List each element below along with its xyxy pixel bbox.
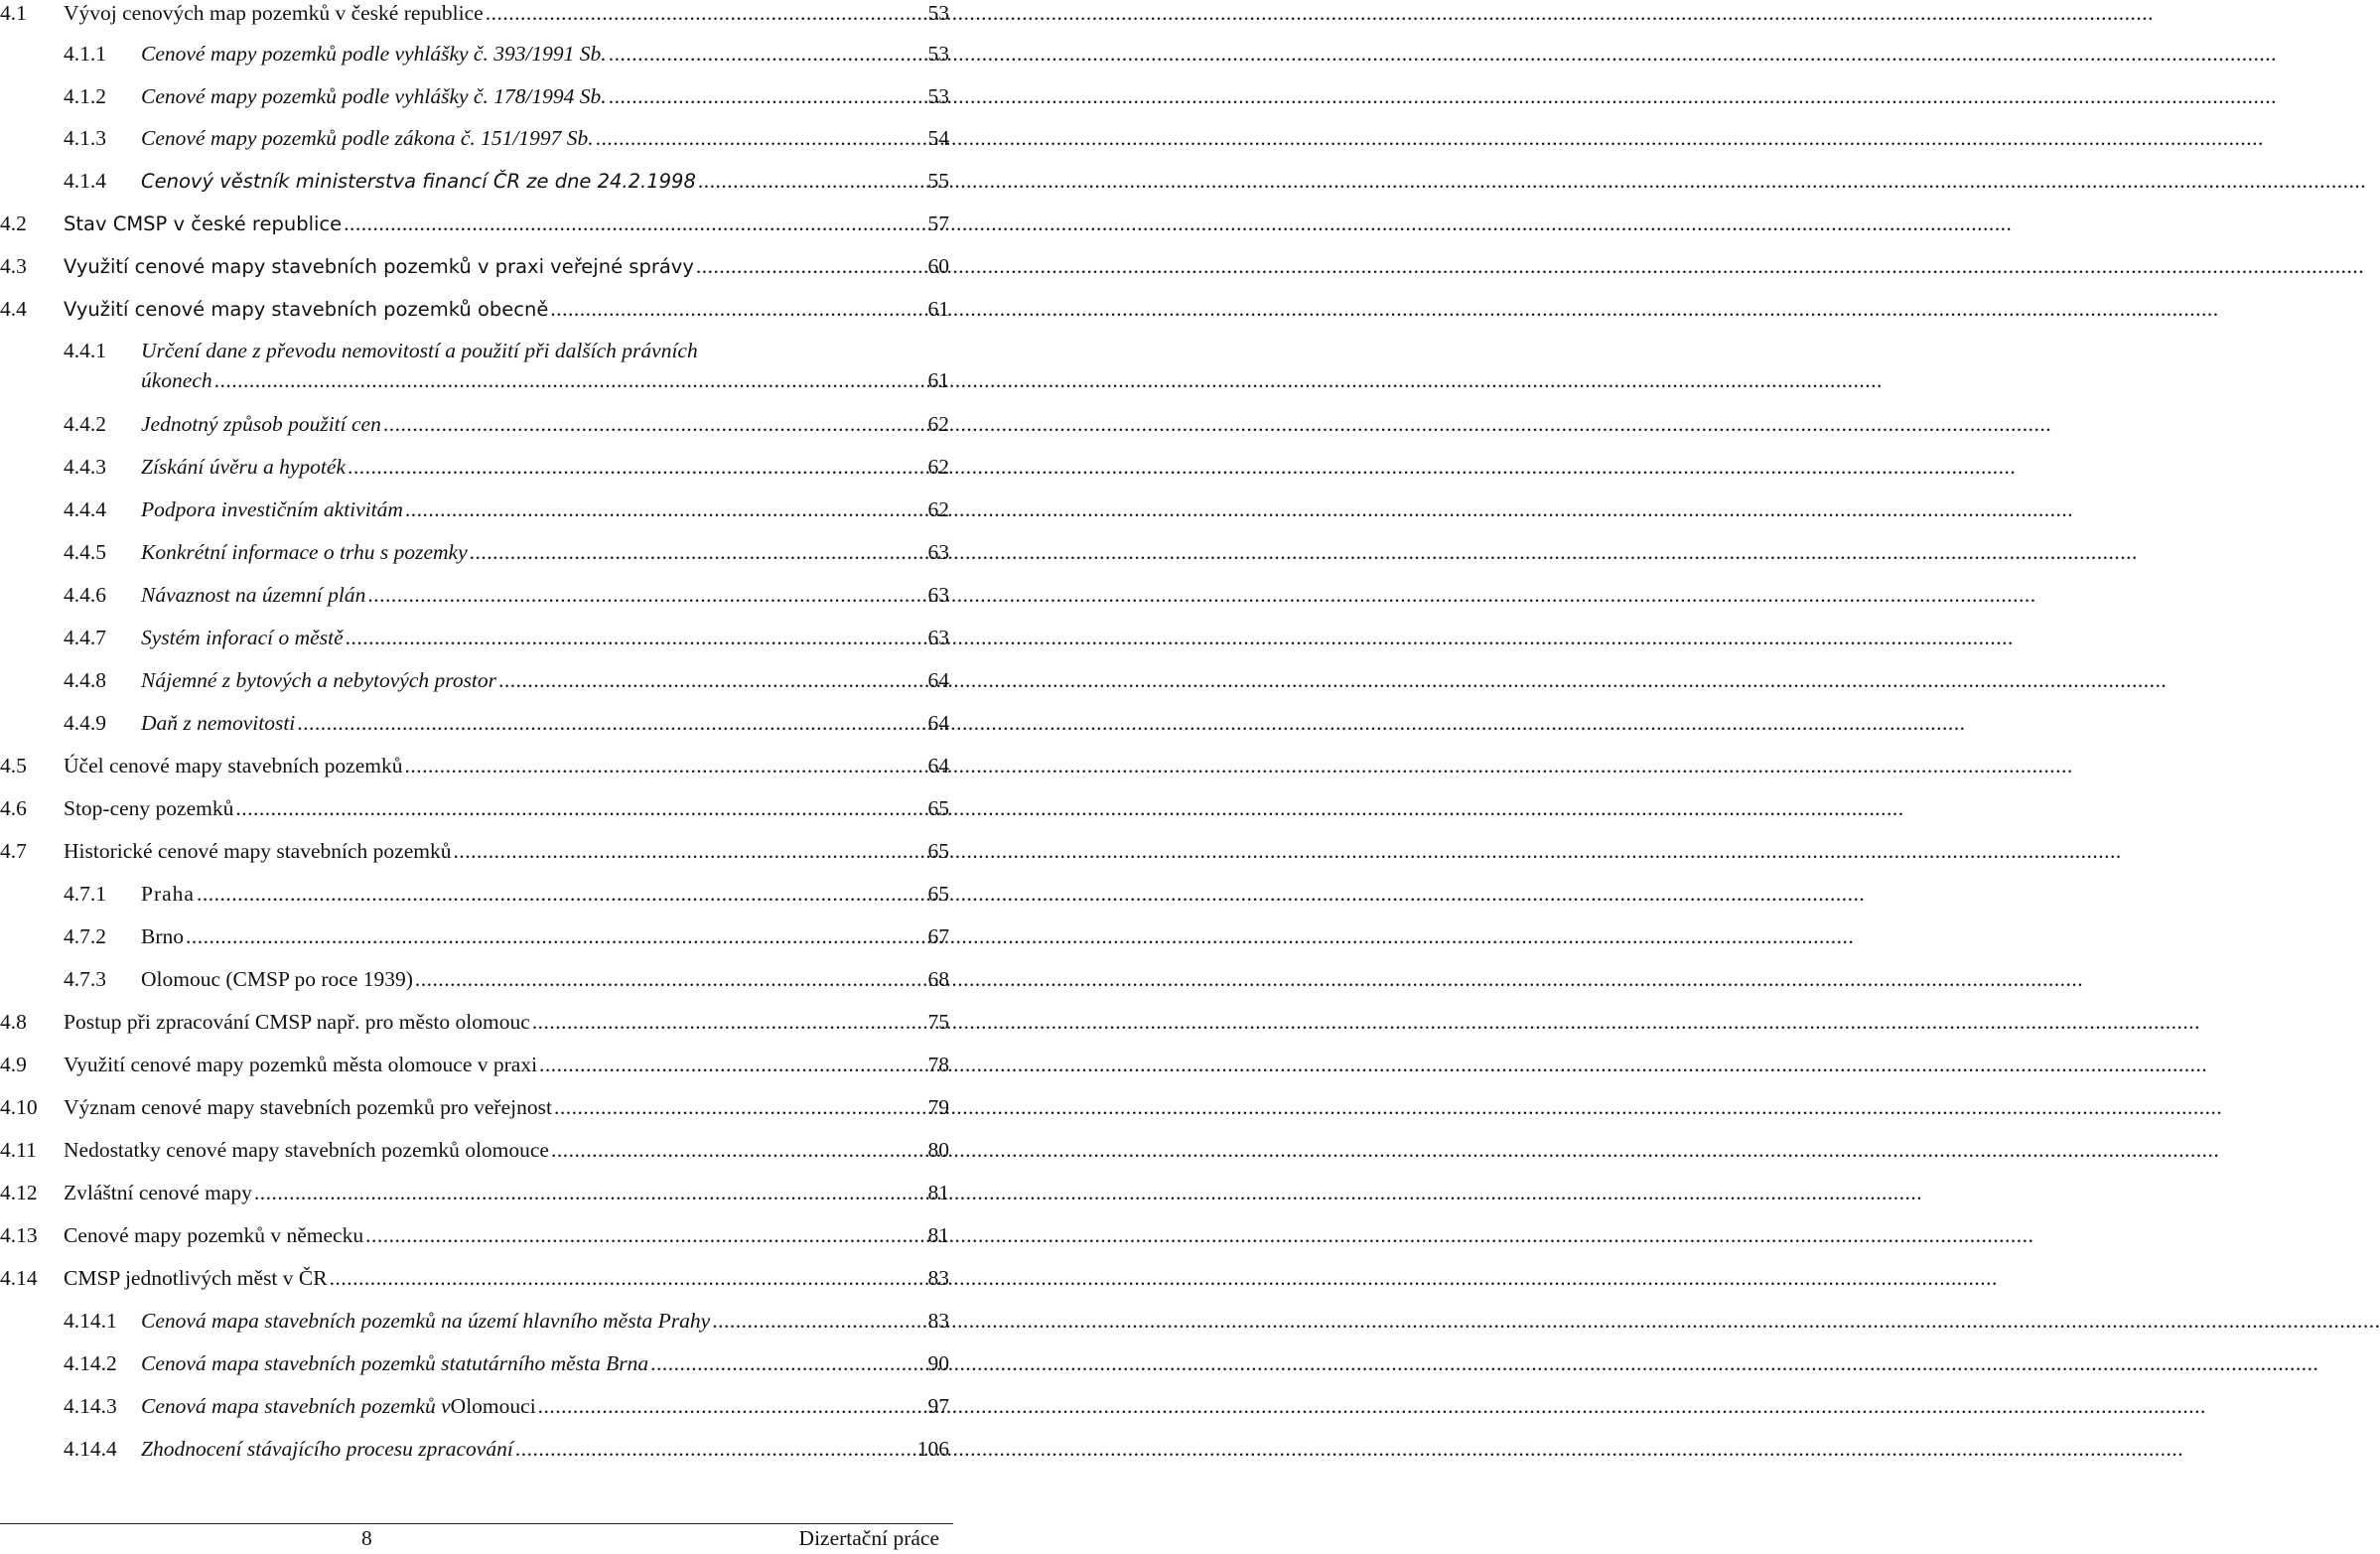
toc-leader-dots [295, 710, 925, 736]
toc-leader-dots [346, 454, 926, 480]
toc-entry-page: 63 [927, 583, 949, 607]
toc-entry-page: 57 [927, 212, 949, 235]
toc-entry-title-tail: Olomouci [450, 1394, 536, 1418]
toc-entry-title: Systém inforací o městě [141, 626, 344, 649]
toc-entry-number: 4.14.4 [64, 1437, 117, 1461]
toc-leader-dots [710, 1308, 925, 1334]
page-footer [0, 1523, 953, 1552]
toc-entry-number: 4.4.6 [64, 583, 106, 607]
toc-entry[interactable] [64, 411, 949, 437]
toc-entry-page: 62 [927, 497, 949, 521]
toc-entry-number: 4.1.2 [64, 84, 106, 108]
toc-entry-page: 79 [927, 1095, 949, 1119]
toc-entry[interactable] [0, 838, 949, 864]
toc-entry-title: Brno [141, 924, 184, 948]
toc-entry-title: Určení dane z převodu nemovitostí a použití při dalších právních [141, 339, 698, 362]
toc-entry[interactable] [0, 1137, 949, 1163]
toc-entry[interactable] [0, 1180, 949, 1205]
toc-entry-title: Cenové mapy pozemků podle zákona č. 151/1997 Sb. [141, 126, 594, 150]
toc-entry-number: 4.4 [0, 297, 27, 321]
toc-entry-title: Cenové mapy pozemků v německu [64, 1223, 364, 1247]
toc-entry-number: 4.7.1 [64, 882, 106, 906]
toc-leader-dots [549, 1137, 926, 1163]
toc-entry-page: 81 [927, 1223, 949, 1247]
toc-leader-dots [184, 923, 926, 949]
toc-entry-number: 4.4.3 [64, 455, 106, 479]
toc-leader-dots [363, 1222, 925, 1248]
toc-leader-dots [344, 625, 926, 650]
toc-entry-page: 53 [927, 42, 949, 66]
toc-entry-number: 4.4.1 [64, 339, 106, 362]
toc-entry-number: 4.4.9 [64, 711, 106, 735]
toc-leader-dots [513, 1436, 915, 1462]
toc-entry-number: 4.7 [0, 839, 27, 863]
toc-entry-page: 55 [927, 169, 949, 193]
toc-entry[interactable] [64, 710, 949, 736]
toc-entry[interactable] [0, 1009, 949, 1035]
toc-entry-number: 4.4.2 [64, 412, 106, 436]
toc-entry-page: 63 [927, 540, 949, 564]
toc-entry-title: Stav CMSP v české republice [64, 212, 343, 235]
toc-entry-title: Využití cenové mapy pozemků města olomouce v praxi [64, 1053, 538, 1076]
toc-leader-dots [212, 367, 926, 393]
toc-leader-dots [648, 1350, 925, 1376]
toc-entry[interactable] [64, 338, 949, 393]
toc-entry-number: 4.6 [0, 796, 27, 820]
toc-entry[interactable] [64, 168, 949, 195]
toc-entry-number: 4.1.3 [64, 126, 106, 150]
toc-entry-title: Vývoj cenových map pozemků v české republice [64, 1, 484, 25]
toc-leader-dots [537, 1052, 925, 1077]
toc-entry-number: 4.1.4 [64, 169, 106, 193]
toc-entry-number: 4.4.5 [64, 540, 106, 564]
toc-entry-page: 64 [927, 711, 949, 735]
toc-entry-page: 61 [927, 297, 949, 321]
toc-entry-number: 4.4.7 [64, 626, 106, 649]
toc-entry-number: 4.7.2 [64, 924, 106, 948]
toc-entry-number: 4.13 [0, 1223, 38, 1247]
toc-entry-title: Význam cenové mapy stavebních pozemků pro veřejnost [64, 1095, 552, 1119]
toc-entry-title: Cenová mapa stavebních pozemků na území hlavního města Prahy [141, 1309, 711, 1333]
toc-entry[interactable] [64, 496, 949, 522]
toc-entry-title: Olomouc (CMSP po roce 1939) [141, 967, 413, 991]
toc-entry-title: Získání úvěru a hypoték [141, 455, 346, 479]
toc-entry[interactable] [0, 253, 949, 280]
toc-entry-title: Cenová mapa stavebních pozemků v [141, 1394, 451, 1418]
toc-entry-title: Cenové mapy pozemků podle vyhlášky č. 393/1991 Sb. [141, 42, 607, 66]
toc-leader-dots [233, 795, 925, 821]
toc-leader-dots [413, 966, 926, 992]
toc-entry[interactable] [64, 539, 949, 565]
toc-leader-dots [696, 168, 926, 194]
toc-leader-dots [552, 1094, 926, 1120]
toc-entry[interactable] [0, 1094, 949, 1120]
toc-entry-title: Cenová mapa stavebních pozemků statutárního města Brna [141, 1351, 649, 1375]
toc-entry[interactable] [64, 454, 949, 480]
toc-leader-dots [530, 1009, 926, 1035]
toc-entry[interactable] [64, 125, 949, 151]
toc-entry-page: 80 [927, 1138, 949, 1162]
toc-leader-dots [252, 1180, 926, 1205]
toc-entry-page: 62 [927, 455, 949, 479]
toc-entry-title: Účel cenové mapy stavebních pozemků [64, 754, 403, 777]
toc-entry-title: Jednotný způsob použití cen [141, 412, 381, 436]
toc-entry-page: 64 [927, 754, 949, 777]
toc-entry-title: Praha [141, 882, 195, 906]
toc-entry-title: Cenový věstník ministerstva financí ČR ze dne 24.2.1998 [141, 170, 696, 193]
toc-entry-number: 4.3 [0, 254, 27, 278]
toc-entry-title: Zvláštní cenové mapy [64, 1181, 252, 1204]
toc-entry-page: 67 [927, 924, 949, 948]
toc-leader-dots [496, 667, 925, 693]
toc-entry-title: Podpora investičním aktivitám [141, 497, 403, 521]
toc-entry-title: Nedostatky cenové mapy stavebních pozemků olomouce [64, 1138, 549, 1162]
toc-entry[interactable] [0, 296, 949, 323]
toc-leader-dots [594, 125, 926, 151]
toc-leader-dots [365, 582, 925, 608]
toc-entry-page: 65 [927, 839, 949, 863]
toc-entry-title: Konkrétní informace o trhu s pozemky [141, 540, 468, 564]
toc-entry[interactable] [64, 83, 949, 109]
toc-entry-page: 53 [927, 1, 949, 25]
toc-entry[interactable] [64, 625, 949, 650]
toc-entry[interactable] [0, 0, 949, 26]
toc-entry-page: 68 [927, 967, 949, 991]
toc-entry[interactable] [0, 753, 949, 778]
toc-entry-title: Daň z nemovitosti [141, 711, 296, 735]
toc-entry-page: 65 [927, 882, 949, 906]
toc-entry[interactable] [64, 1393, 949, 1419]
toc-entry-title: Využití cenové mapy stavebních pozemků v praxi veřejné správy [64, 255, 694, 278]
toc-entry-page: 83 [927, 1309, 949, 1333]
toc-entry[interactable] [64, 1308, 949, 1334]
toc-entry[interactable] [64, 667, 949, 693]
toc-leader-dots [381, 411, 926, 437]
toc-entry-title: Postup při zpracování CMSP např. pro město olomouc [64, 1010, 530, 1034]
toc-entry-page: 78 [927, 1053, 949, 1076]
toc-entry-page: 54 [927, 126, 949, 150]
toc-entry[interactable] [64, 1436, 949, 1462]
toc-entry-page: 90 [927, 1351, 949, 1375]
toc-entry-number: 4.10 [0, 1095, 38, 1119]
toc-entry-title: Historické cenové mapy stavebních pozemků [64, 839, 452, 863]
toc-entry-number: 4.14.3 [64, 1394, 117, 1418]
toc-entry[interactable] [64, 923, 949, 949]
toc-entry-number: 4.5 [0, 754, 27, 777]
toc-entry-page: 81 [927, 1181, 949, 1204]
toc-entry-number: 4.11 [0, 1138, 37, 1162]
toc-entry[interactable] [0, 1222, 949, 1248]
toc-entry-page: 65 [927, 796, 949, 820]
toc-entry[interactable] [64, 1350, 949, 1376]
toc-entry-number: 4.14 [0, 1266, 38, 1290]
toc-entry-title: CMSP jednotlivých měst v ČR [64, 1266, 328, 1290]
toc-entry-title: Zhodnocení stávajícího procesu zpracování [141, 1437, 513, 1461]
toc-entry[interactable] [0, 211, 949, 237]
toc-entry-title: Využití cenové mapy stavebních pozemků obecně [64, 298, 549, 321]
toc-entry[interactable] [0, 1265, 949, 1291]
toc-entry-number: 4.7.3 [64, 967, 106, 991]
toc-entry-page: 75 [927, 1010, 949, 1034]
toc-leader-dots [451, 838, 925, 864]
toc-entry-number: 4.4.4 [64, 497, 106, 521]
toc-entry-page: 60 [927, 254, 949, 278]
toc-entry[interactable] [64, 881, 949, 907]
toc-leader-dots [403, 496, 926, 522]
toc-entry-number: 4.1 [0, 1, 27, 25]
toc-entry-number: 4.14.1 [64, 1309, 117, 1333]
document-type-label: Dizertační práce [798, 1526, 939, 1550]
toc-entry-page: 106 [916, 1437, 949, 1461]
toc-entry-number: 4.14.2 [64, 1351, 117, 1375]
toc-leader-dots [195, 881, 926, 907]
toc-entry-number: 4.1.1 [64, 42, 106, 66]
toc-entry-page: 83 [927, 1266, 949, 1290]
toc-leader-dots [536, 1393, 926, 1419]
toc-entry-page: 64 [927, 668, 949, 692]
toc-entry-page: 97 [927, 1394, 949, 1418]
toc-entry-number: 4.9 [0, 1053, 27, 1076]
toc-entry-number: 4.12 [0, 1181, 38, 1204]
toc-leader-dots [607, 83, 926, 109]
toc-entry-title: Stop-ceny pozemků [64, 796, 234, 820]
toc-leader-dots [342, 211, 925, 236]
toc-entry-number: 4.2 [0, 212, 27, 235]
toc-entry-number: 4.8 [0, 1010, 27, 1034]
toc-entry[interactable] [64, 966, 949, 992]
toc-leader-dots [328, 1265, 926, 1291]
toc-entry-title-continued: úkonech [141, 368, 212, 392]
page-number: 8 [361, 1526, 372, 1550]
toc-entry-page: 62 [927, 412, 949, 436]
toc-leader-dots [402, 753, 925, 778]
toc-leader-dots [468, 539, 926, 565]
toc-entry[interactable] [0, 1052, 949, 1077]
toc-entry-page: 53 [927, 84, 949, 108]
toc-entry[interactable] [64, 41, 949, 67]
toc-leader-dots [484, 0, 926, 26]
toc-leader-dots [548, 296, 925, 322]
toc-entry-title: Cenové mapy pozemků podle vyhlášky č. 178/1994 Sb. [141, 84, 607, 108]
toc-entry-page: 61 [927, 368, 949, 392]
toc-entry-page: 63 [927, 626, 949, 649]
toc-entry[interactable] [0, 795, 949, 821]
toc-entry[interactable] [64, 582, 949, 608]
toc-entry-title: Návaznost na územní plán [141, 583, 366, 607]
toc-leader-dots [694, 253, 926, 279]
toc-leader-dots [607, 41, 926, 67]
toc-entry-title: Nájemné z bytových a nebytových prostor [141, 668, 497, 692]
toc-entry-number: 4.4.8 [64, 668, 106, 692]
